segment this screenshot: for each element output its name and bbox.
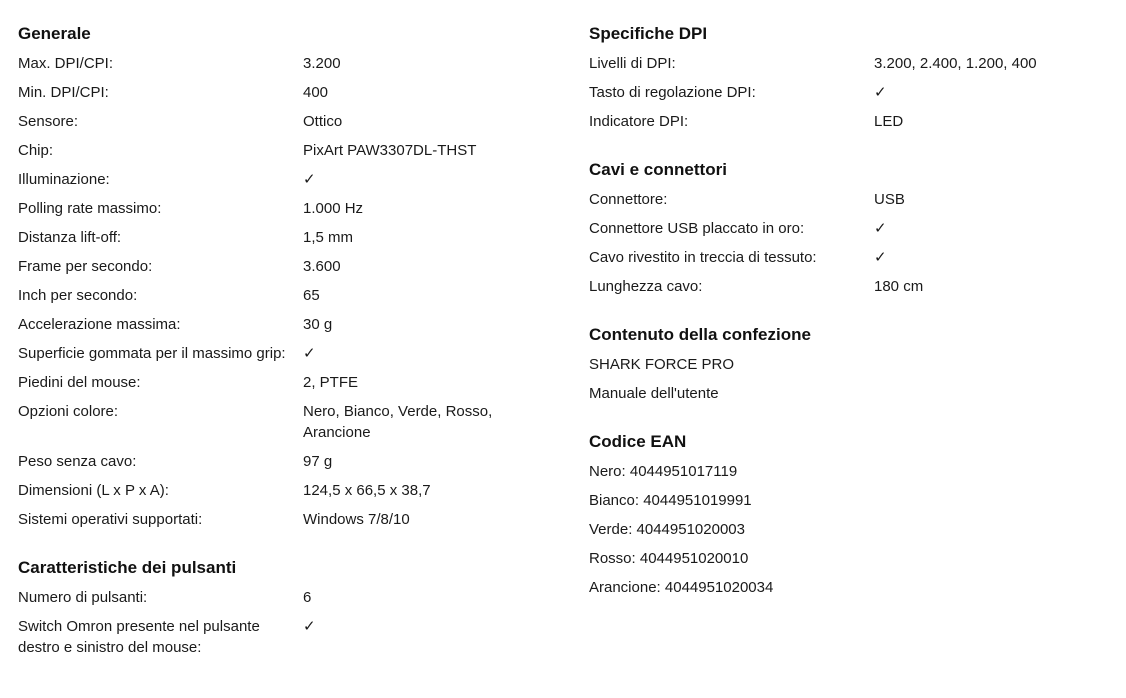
list-item: SHARK FORCE PRO	[589, 356, 735, 373]
spec-label: Inch per secondo:	[18, 287, 138, 304]
spec-row	[589, 243, 1109, 272]
spec-row	[18, 49, 538, 78]
check-icon: ✓	[874, 249, 887, 266]
spec-label: Tasto di regolazione DPI:	[589, 84, 756, 101]
section-title-cables: Cavi e connettori	[589, 160, 727, 179]
spec-label: Livelli di DPI:	[589, 55, 676, 72]
spec-value: 1,5 mm	[303, 229, 354, 246]
spec-row	[589, 49, 1109, 78]
spec-value: 6	[303, 589, 312, 606]
section-title-dpi: Specifiche DPI	[589, 24, 708, 43]
spec-label: Lunghezza cavo:	[589, 278, 703, 295]
spec-value: 97 g	[303, 453, 333, 470]
spec-row	[589, 107, 1109, 136]
spec-label: Connettore:	[589, 191, 668, 208]
spec-label: Illuminazione:	[18, 171, 110, 188]
spec-label: Piedini del mouse:	[18, 374, 141, 391]
list-item: Rosso: 4044951020010	[589, 550, 749, 567]
spec-row	[589, 78, 1109, 107]
spec-row	[18, 612, 538, 662]
spec-row	[18, 223, 538, 252]
spec-value: 400	[303, 84, 329, 101]
section-general	[18, 0, 538, 534]
spec-label: Connettore USB placcato in oro:	[589, 220, 805, 237]
spec-label: Polling rate massimo:	[18, 200, 162, 217]
spec-row	[18, 78, 538, 107]
spec-row	[18, 136, 538, 165]
list-item: Verde: 4044951020003	[589, 521, 745, 538]
buttons-rows	[18, 583, 538, 662]
section-dpi	[589, 0, 1109, 136]
right-column	[589, 0, 1109, 602]
spec-label: Peso senza cavo:	[18, 453, 137, 470]
spec-row	[18, 310, 538, 339]
cables-rows	[589, 185, 1109, 301]
spec-label: Sensore:	[18, 113, 79, 130]
spec-label: Frame per secondo:	[18, 258, 153, 275]
spec-label: Superficie gommata per il massimo grip:	[18, 345, 286, 362]
spec-value: 3.600	[303, 258, 341, 275]
section-package	[589, 301, 1109, 408]
check-icon: ✓	[303, 618, 316, 635]
spec-row	[18, 165, 538, 194]
spec-row	[18, 505, 538, 534]
spec-label: Accelerazione massima:	[18, 316, 181, 333]
spec-row	[18, 281, 538, 310]
spec-row	[18, 447, 538, 476]
list-item: Nero: 4044951017119	[589, 463, 738, 480]
spec-label: Max. DPI/CPI:	[18, 55, 114, 72]
spec-label: Min. DPI/CPI:	[18, 84, 109, 101]
check-icon: ✓	[303, 345, 316, 362]
spec-label: Opzioni colore:	[18, 403, 119, 420]
spec-value: USB	[874, 191, 905, 208]
section-cables	[589, 136, 1109, 301]
list-item: Manuale dell'utente	[589, 385, 719, 402]
ean-items	[589, 457, 1109, 602]
spec-label: Sistemi operativi supportati:	[18, 511, 203, 528]
spec-row	[18, 339, 538, 368]
spec-value: 65	[303, 287, 320, 304]
section-ean	[589, 408, 1109, 602]
spec-row	[18, 397, 538, 447]
spec-row	[18, 368, 538, 397]
section-title-package: Contenuto della confezione	[589, 325, 811, 344]
section-buttons	[18, 534, 538, 662]
spec-label: Switch Omron presente nel pulsante destro e sinistro del mouse:	[18, 618, 260, 656]
list-item: Bianco: 4044951019991	[589, 492, 752, 509]
spec-value: 2, PTFE	[303, 374, 359, 391]
spec-label: Numero di pulsanti:	[18, 589, 148, 606]
spec-label: Cavo rivestito in treccia di tessuto:	[589, 249, 817, 266]
left-column	[18, 0, 538, 662]
spec-value: Windows 7/8/10	[303, 511, 410, 528]
general-rows	[18, 49, 538, 534]
spec-value: PixArt PAW3307DL-THST	[303, 142, 477, 159]
spec-value: LED	[874, 113, 904, 130]
list-item: Arancione: 4044951020034	[589, 579, 774, 596]
section-title-buttons: Caratteristiche dei pulsanti	[18, 558, 237, 577]
check-icon: ✓	[874, 220, 887, 237]
package-items	[589, 350, 1109, 408]
spec-value: Nero, Bianco, Verde, Rosso, Arancione	[303, 403, 493, 441]
spec-row	[18, 107, 538, 136]
spec-row	[18, 252, 538, 281]
spec-value: 3.200, 2.400, 1.200, 400	[874, 55, 1037, 72]
check-icon: ✓	[874, 84, 887, 101]
spec-value: 30 g	[303, 316, 333, 333]
spec-row	[18, 476, 538, 505]
check-icon: ✓	[303, 171, 316, 188]
spec-label: Dimensioni (L x P x A):	[18, 482, 169, 499]
spec-value: Ottico	[303, 113, 343, 130]
spec-value: 180 cm	[874, 278, 924, 295]
spec-value: 3.200	[303, 55, 341, 72]
spec-row	[589, 272, 1109, 301]
spec-value: 1.000 Hz	[303, 200, 364, 217]
spec-value: 124,5 x 66,5 x 38,7	[303, 482, 431, 499]
spec-label: Indicatore DPI:	[589, 113, 689, 130]
spec-label: Distanza lift-off:	[18, 229, 122, 246]
dpi-rows	[589, 49, 1109, 136]
spec-row	[589, 185, 1109, 214]
section-title-general: Generale	[18, 24, 91, 43]
spec-row	[18, 583, 538, 612]
spec-row	[589, 214, 1109, 243]
section-title-ean: Codice EAN	[589, 432, 687, 451]
spec-row	[18, 194, 538, 223]
spec-label: Chip:	[18, 142, 54, 159]
